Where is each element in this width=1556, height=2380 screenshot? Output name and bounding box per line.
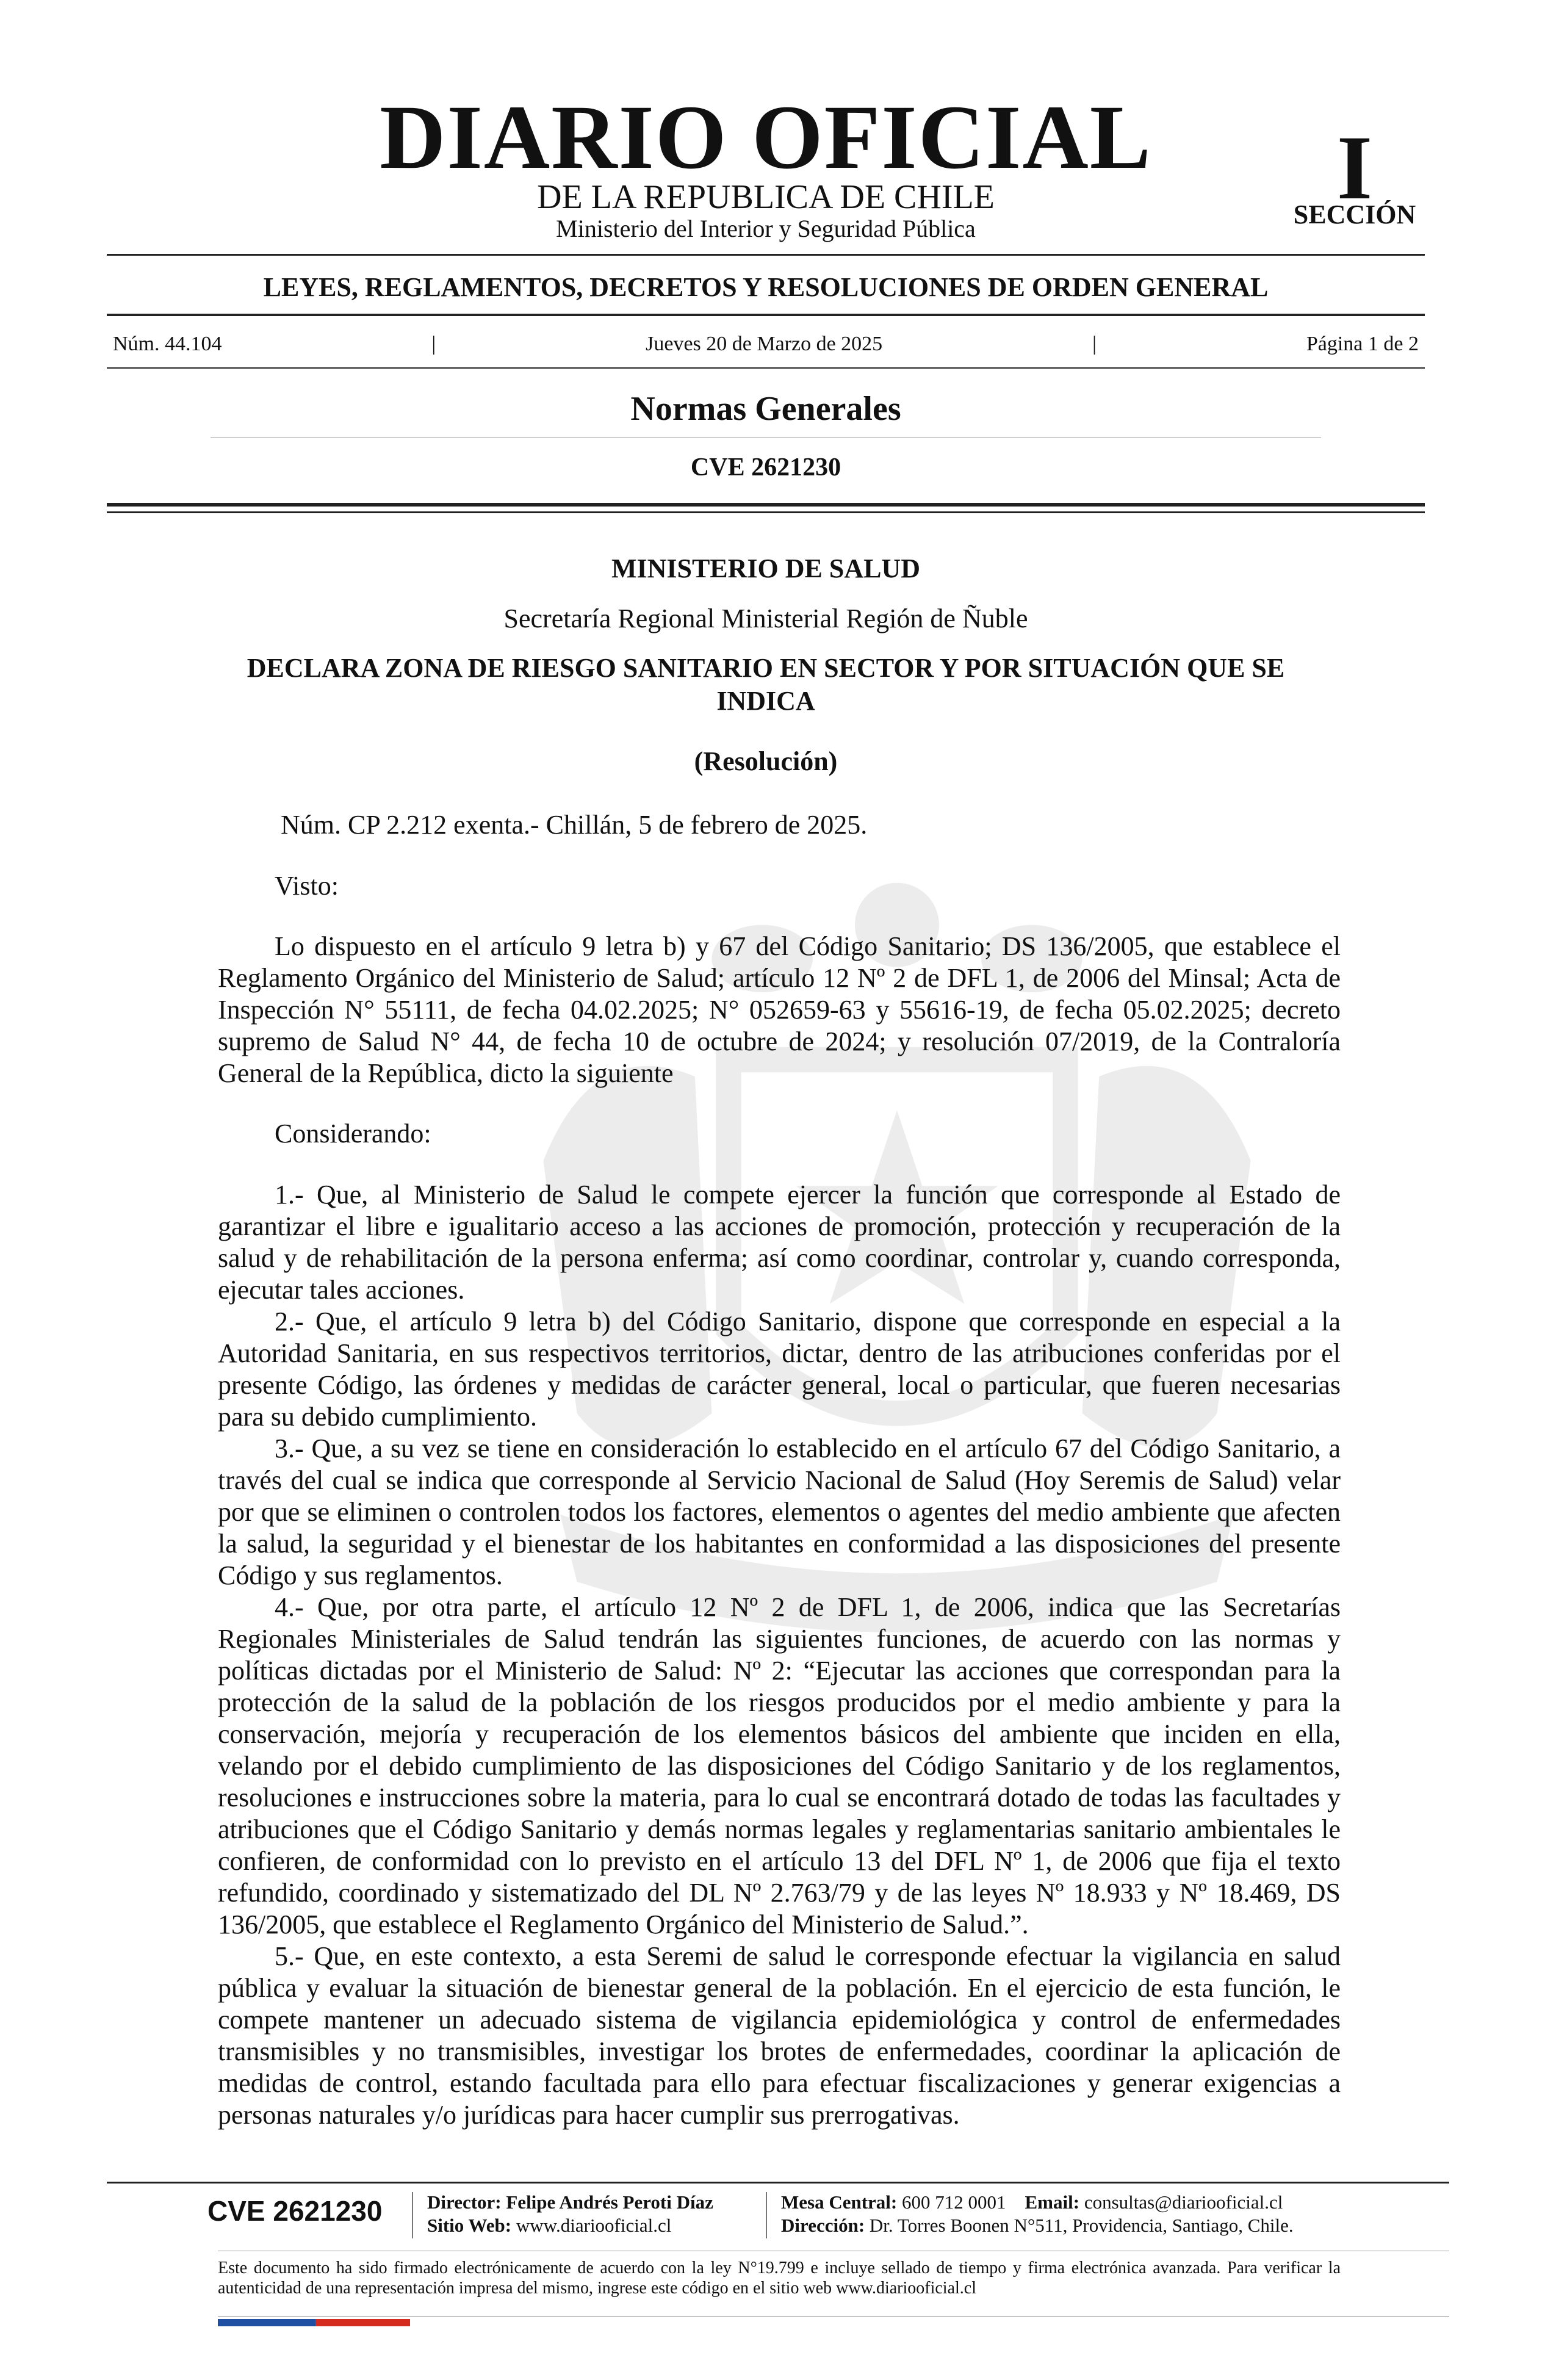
footer-signature-note: Este documento ha sido firmado electrónicamente de acuerdo con la ley N°19.799 e incluye sellado de tiempo y firma electrónica avanzada. Para verificar la autenticidad de una representación impresa del mismo, ingrese este código en el sitio web www.diariooficial.cl [218,2259,1341,2298]
email-label: Email: [1025,2191,1080,2213]
meta-separator: | [1092,333,1097,355]
considerations-list [218,1179,1341,2131]
consideration-paragraph: 5.- Que, en este contexto, a esta Seremi de salud le corresponde efectuar la vigilancia en salud pública y evaluar la situación de bienestar general de la población. En el ejercicio de esta función, le compete mantener un adecuado sistema de vigilancia epidemiológica y control de enfermedades transmisibles y no transmisibles, investigar los brotes de enfermedades, coordinar la aplicación de medidas de control, estando facultada para ello para efectuar fiscalizaciones y generar exigencias a personas naturales y/o jurídicas para hacer cumplir sus prerrogativas. [218,1941,1341,2130]
issue-number: Núm. 44.104 [113,333,222,355]
footer-separator [766,2192,767,2238]
issue-meta-row [113,333,1419,356]
issue-date: Jueves 20 de Marzo de 2025 [646,333,883,355]
address-label: Dirección: [781,2215,865,2236]
cve-code: CVE 2621230 [690,453,841,481]
consideration-paragraph: 3.- Que, a su vez se tiene en consideración lo establecido en el artículo 67 del Código Sanitario, a través del cual se indica que corresponde al Servicio Nacional de Salud (Hoy Seremis de Salud) velar por que se eliminen o controlen todos los factores, elementos o agentes del medio ambiente que afecten la salud, la seguridad y el bienestar de los habitantes en conformidad a las disposiciones del presente Código y sus reglamentos. [218,1433,1341,1590]
header-rule-top [107,254,1425,256]
resolution-kind: (Resolución) [694,746,838,776]
category-heading: Normas Generales [630,390,901,428]
double-rule-thick [107,503,1425,507]
footer-bottom-rule [218,2316,1449,2317]
footer-contact-block [781,2191,1294,2237]
masthead-subtitle: DE LA REPUBLICA DE CHILE [537,178,995,216]
visto-paragraph: Lo dispuesto en el artículo 9 letra b) y 67 del Código Sanitario; DS 136/2005, que establece el Reglamento Orgánico del Ministerio de Salud; artículo 12 Nº 2 de DFL 1, de 2006 del Minsal; Acta de Inspección N° 55111, de fecha 04.02.2025; N° 052659-63 y 55616-19, de fecha 05.02.2025; decreto supremo de Salud N° 44, de fecha 10 de octubre de 2024; y resolución 07/2019, de la Contraloría General de la República, dicto la siguiente [218,931,1341,1088]
seremi-heading: Secretaría Regional Ministerial Región de Ñuble [503,604,1028,633]
header-rule-bottom [107,367,1425,369]
resolution-title: DECLARA ZONA DE RIESGO SANITARIO EN SECTOR Y POR SITUACIÓN QUE SE INDICA [247,653,1285,716]
consideration-paragraph: 4.- Que, por otra parte, el artículo 12 Nº 2 de DFL 1, de 2006, indica que las Secretarías Regionales Ministeriales de Salud tendrán las siguientes funciones, de acuerdo con las normas y políticas dictadas por el Ministerio de Salud: Nº 2: “Ejecutar las acciones que correspondan para la protección de la salud de la población de los riesgos producidos por el medio ambiente y para la conservación, mejoría y recuperación de los elementos básicos del ambiente que inciden en ella, velando por el debido cumplimiento de las disposiciones del Código Sanitario y de los reglamentos, resoluciones e instrucciones sobre la materia, para lo cual se encontrará dotado de todas las facultades y atribuciones que el Código Sanitario y demás normas legales y reglamentarias sanitario ambientales le confieren, de conformidad con lo previsto en el artículo 13 del DFL Nº 1, de 2006 que fija el texto refundido, coordinado y sistematizado del DL Nº 2.763/79 y de las leyes Nº 18.933 y Nº 18.469, DS 136/2005, que establece el Reglamento Orgánico del Ministerio de Salud.”. [218,1592,1341,1939]
consideration-paragraph: 1.- Que, al Ministerio de Salud le compete ejercer la función que corresponde al Estado de garantizar el libre e igualitario acceso a las acciones de promoción, protección y recuperación de la salud y de rehabilitación de la persona enferma; así como coordinar, controlar y, cuando corresponda, ejecutar tales acciones. [218,1180,1341,1305]
visto-label: Visto: [275,871,339,901]
address-value: Dr. Torres Boonen N°511, Providencia, Santiago, Chile. [869,2215,1294,2236]
section-label: SECCIÓN [1293,200,1416,229]
meta-separator: | [431,333,436,355]
consideration-paragraph: 2.- Que, el artículo 9 letra b) del Código Sanitario, dispone que corresponde en especial a la Autoridad Sanitaria, en sus respectivos territorios, dictar, dentro de las atribuciones conferidas por el presente Código, las órdenes y medidas de carácter general, local o particular, que fueren necesarias para su debido cumplimiento. [218,1307,1341,1432]
ministry-heading: MINISTERIO DE SALUD [611,554,921,583]
footer-rule [107,2182,1449,2183]
page-indicator: Página 1 de 2 [1306,333,1419,355]
phone-label: Mesa Central: [781,2191,898,2213]
header-rule-mid [107,314,1425,316]
website-link[interactable]: www.diariooficial.cl [516,2215,672,2236]
section-number: I [1336,117,1373,218]
flag-stripe-blue [218,2319,315,2326]
director-value: Felipe Andrés Peroti Díaz [506,2191,713,2213]
category-underline [211,437,1321,438]
phone-value: 600 712 0001 [902,2191,1006,2213]
considerando-label: Considerando: [275,1119,431,1149]
double-rule-thin [107,511,1425,513]
website-label: Sitio Web: [427,2215,512,2236]
flag-stripe-red [315,2319,410,2326]
director-label: Director: [427,2191,502,2213]
laws-banner: LEYES, REGLAMENTOS, DECRETOS Y RESOLUCIONES DE ORDEN GENERAL [263,272,1269,302]
email-link[interactable]: consultas@diariooficial.cl [1084,2191,1283,2213]
footer-cve-code: CVE 2621230 [207,2195,383,2227]
masthead-ministry: Ministerio del Interior y Seguridad Pública [556,215,976,242]
footer-director-block [427,2191,713,2237]
masthead-title: DIARIO OFICIAL [380,87,1152,188]
footer-separator [412,2192,413,2238]
resolution-number: Núm. CP 2.212 exenta.- Chillán, 5 de febrero de 2025. [281,810,868,840]
